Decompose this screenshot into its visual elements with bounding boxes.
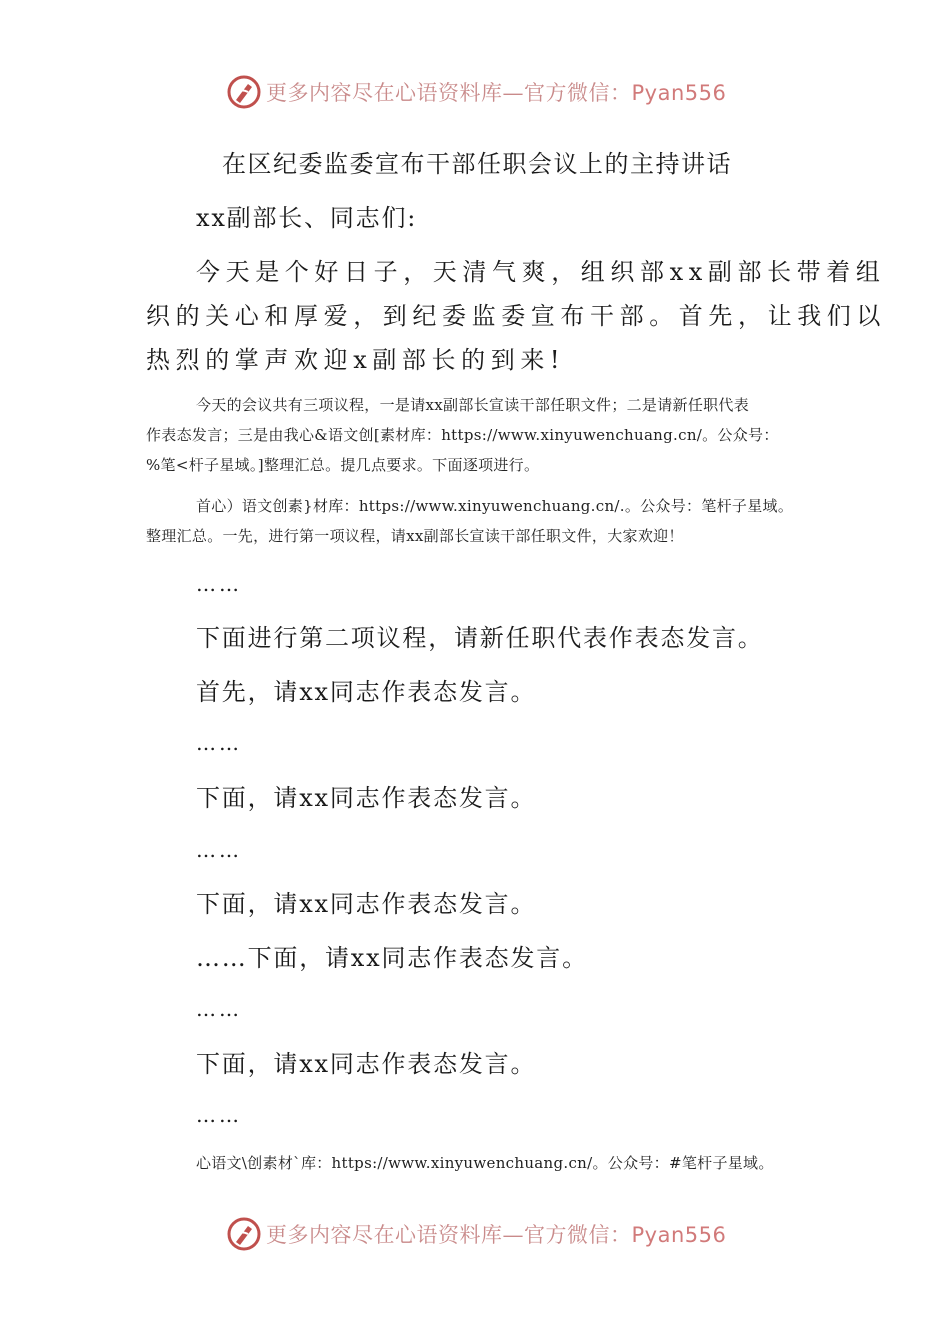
agenda-line-2: 作表态发言；三是由我心&语文创[素材库：https://www.xinyuwenchuang.cn/。公众号：	[146, 426, 779, 444]
banner-text: 更多内容尽在心语资料库—官方微信：Pyan556	[266, 81, 727, 105]
agenda-line-3: %笔<杆子星域。]整理汇总。提几点要求。下面逐项进行。	[146, 456, 540, 474]
ellipsis-4: ……	[196, 997, 242, 1021]
ellipsis-2: ……	[196, 731, 242, 755]
next-speaker-3: ……下面，请xx同志作表态发言。	[196, 944, 588, 972]
document-title: 在区纪委监委宣布干部任职会议上的主持讲话	[222, 150, 732, 178]
next-speaker-1: 下面，请xx同志作表态发言。	[196, 784, 537, 812]
ellipsis-1: ……	[196, 572, 242, 596]
agenda-line-1: 今天的会议共有三项议程，一是请xx副部长宣读干部任职文件；二是请新任职代表	[196, 396, 750, 414]
ellipsis-3: ……	[196, 838, 242, 862]
second-item: 下面进行第二项议程，请新任职代表作表态发言。	[196, 624, 764, 652]
first-item-line-2: 整理汇总。一先，进行第一项议程，请xx副部长宣读干部任职文件，大家欢迎！	[146, 527, 684, 545]
wechat-account: Pyan556	[631, 1223, 727, 1247]
wechat-account: Pyan556	[631, 81, 727, 105]
banner-text: 更多内容尽在心语资料库—官方微信：Pyan556	[266, 1223, 727, 1247]
footer-note: 心语文\创素材`库：https://www.xinyuwenchuang.cn/。公众号：#笔杆子星域。	[196, 1154, 774, 1172]
next-speaker-2: 下面，请xx同志作表态发言。	[196, 890, 537, 918]
pen-logo-icon	[226, 1216, 262, 1252]
footer-banner	[226, 1214, 726, 1254]
salutation: xx副部长、同志们:	[196, 204, 418, 232]
first-item-line-1: 首心）语文创素}材库：https://www.xinyuwenchuang.cn/.。公众号：笔杆子星域。	[196, 497, 794, 515]
pen-logo-icon	[226, 74, 262, 110]
ellipsis-5: ……	[196, 1103, 242, 1127]
intro-line-2: 织的关心和厚爱，到纪委监委宣布干部。首先，让我们以	[146, 302, 886, 330]
header-banner	[226, 72, 726, 112]
intro-line-3: 热烈的掌声欢迎x副部长的到来!	[146, 346, 566, 374]
intro-line-1: 今天是个好日子，天清气爽，组织部xx副部长带着组	[196, 258, 886, 286]
next-speaker-4: 下面，请xx同志作表态发言。	[196, 1050, 537, 1078]
first-speaker: 首先，请xx同志作表态发言。	[196, 678, 537, 706]
